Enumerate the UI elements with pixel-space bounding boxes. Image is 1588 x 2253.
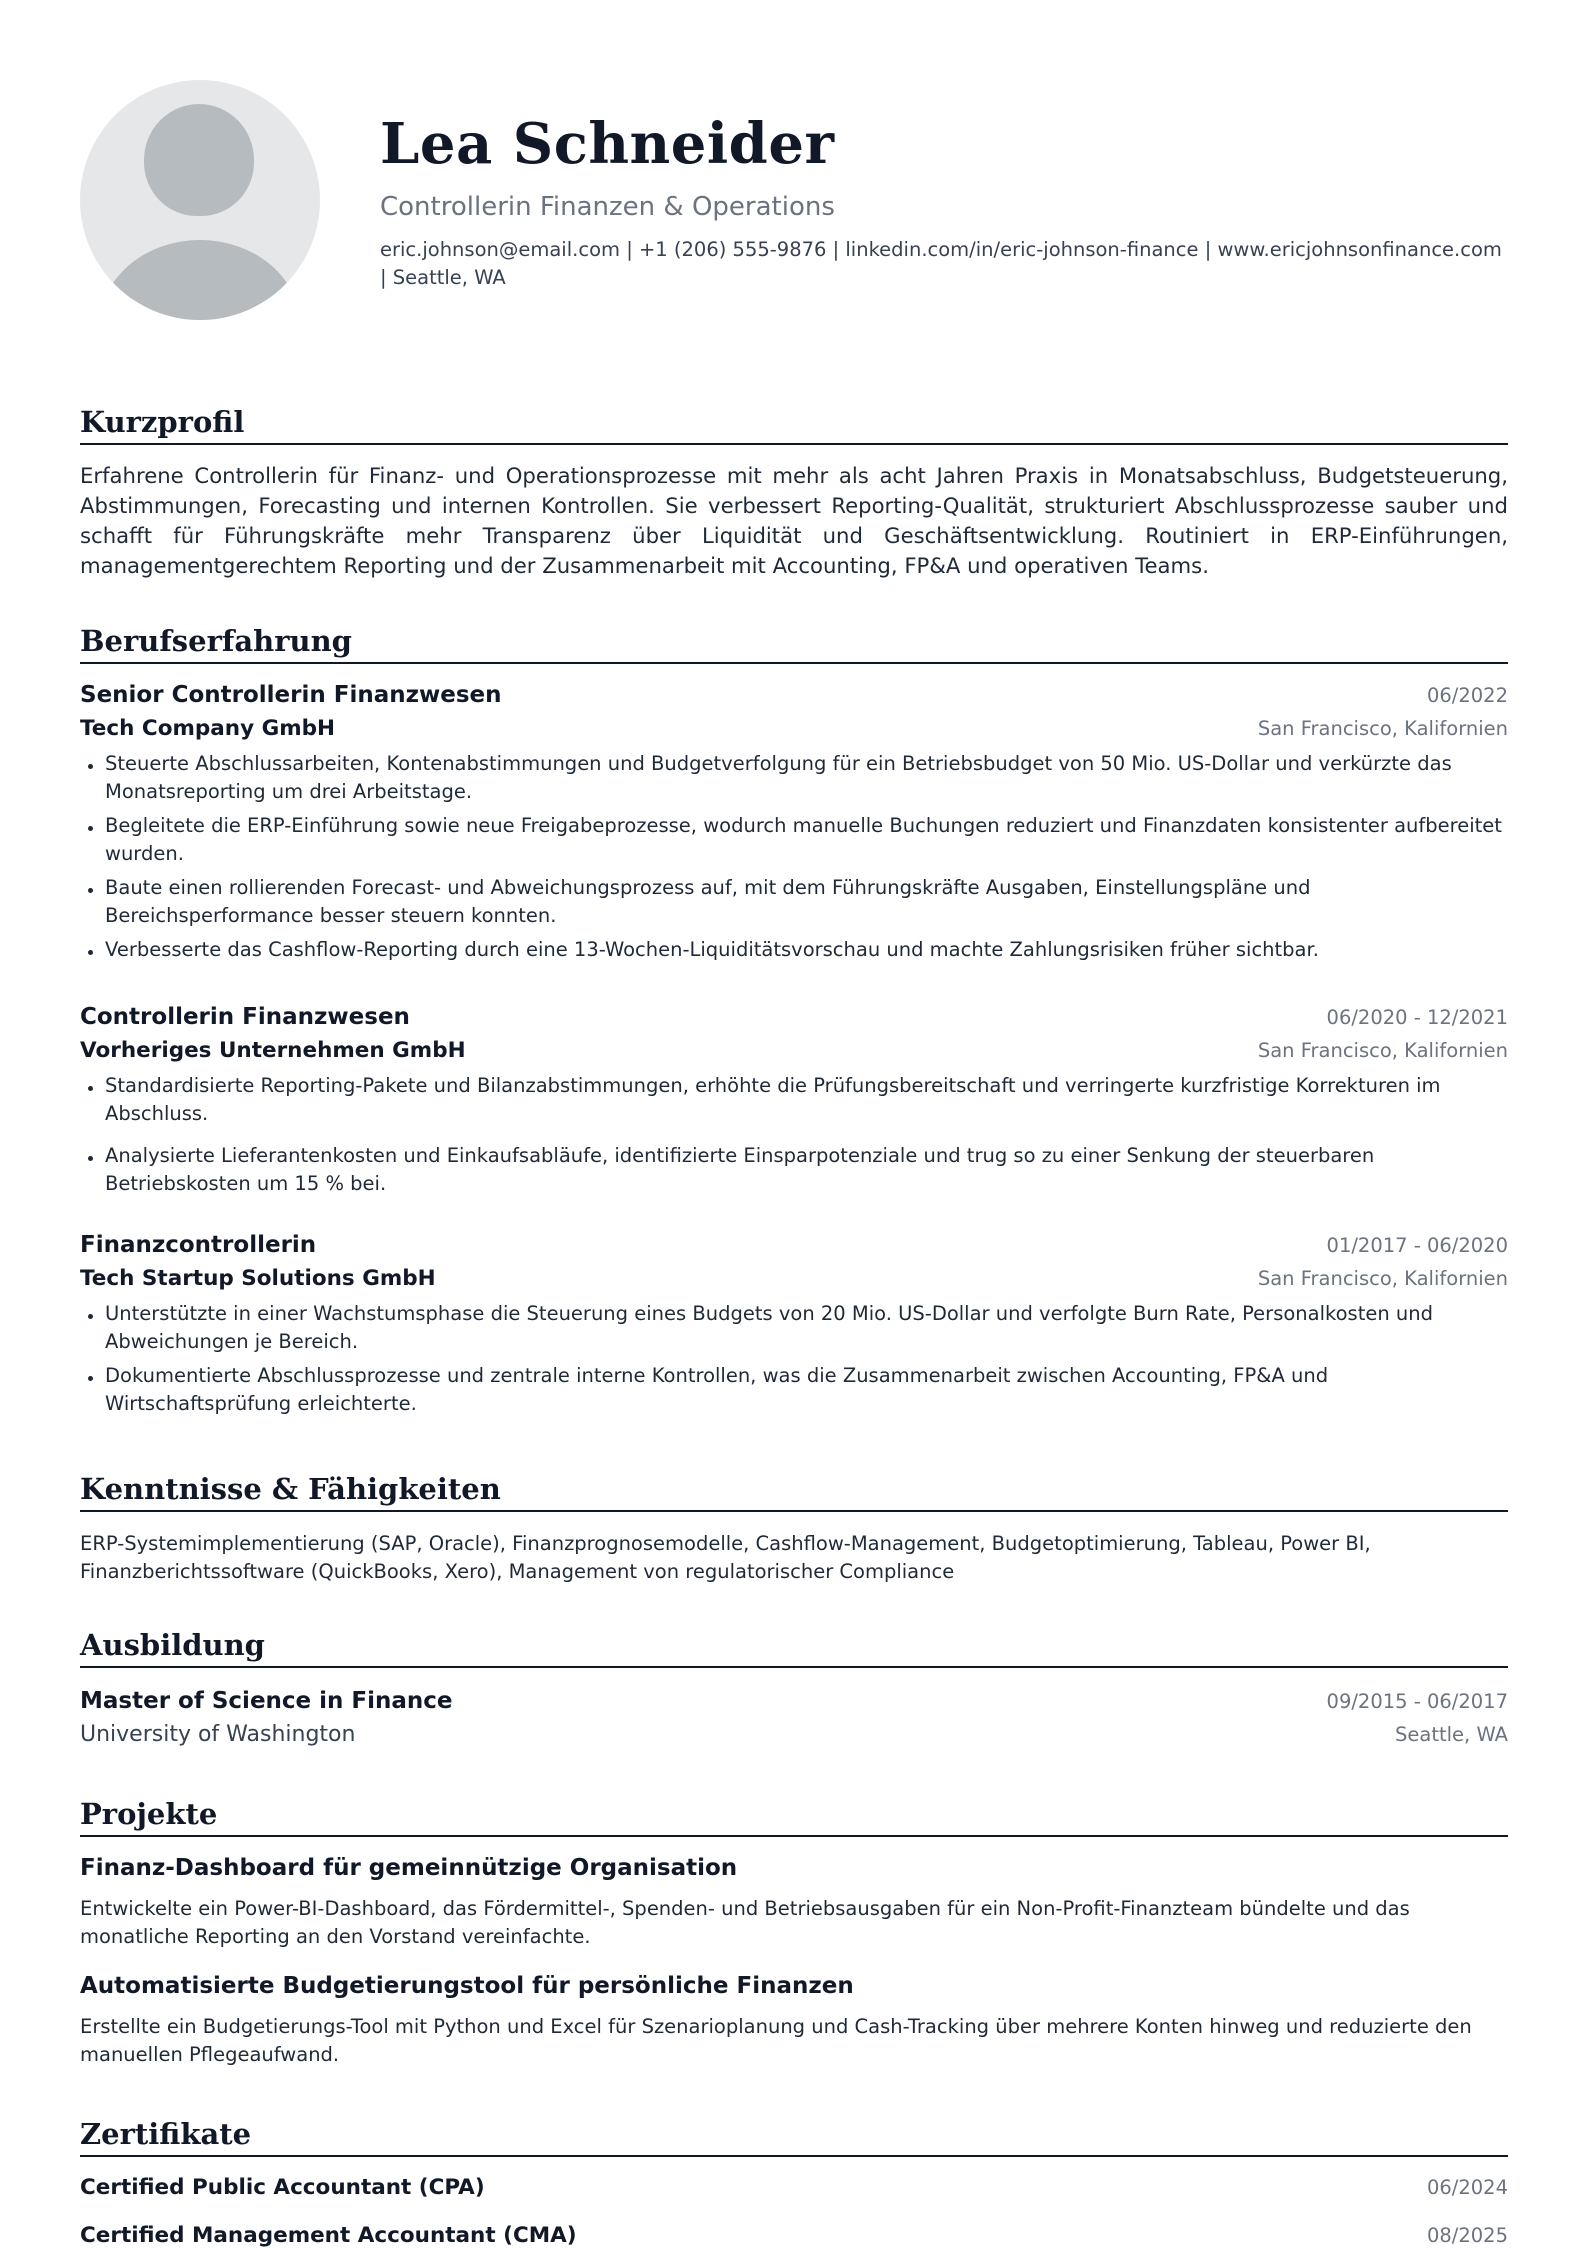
- section-title-skills: Kenntnisse & Fähigkeiten: [80, 1469, 1508, 1512]
- candidate-headline: Controllerin Finanzen & Operations: [380, 192, 835, 222]
- project-entry: [80, 1969, 1508, 2069]
- section-title-experience: Berufserfahrung: [80, 621, 1508, 664]
- education-section: [80, 1625, 1508, 1752]
- job-location: San Francisco, Kalifornien: [1257, 1267, 1508, 1290]
- job-entry: [80, 1000, 1508, 1198]
- project-entry: [80, 1851, 1508, 1951]
- project-title: Automatisierte Budgetierungstool für persönliche Finanzen: [80, 1973, 854, 1999]
- avatar-body-icon: [100, 240, 300, 320]
- job-bullet: Begleitete die ERP-Einführung sowie neue Freigabeprozesse, wodurch manuelle Buchungen reduziert und Finanzdaten konsistenter aufbereitet wurden.: [80, 812, 1508, 868]
- project-description: Erstellte ein Budgetierungs-Tool mit Python und Excel für Szenarioplanung und Cash-Tracking über mehrere Konten hinweg und reduzierte den manuellen Pflegeaufwand.: [80, 2015, 1472, 2066]
- job-bullets: [80, 1300, 1508, 1418]
- contact-line: eric.johnson@email.com | +1 (206) 555-9876 | linkedin.com/in/eric-johnson-finance | www.ericjohnsonfinance.com | Seattle, WA: [380, 238, 1502, 289]
- job-title: Finanzcontrollerin: [80, 1232, 317, 1258]
- section-title-certificates: Zertifikate: [80, 2114, 1508, 2157]
- education-date: 09/2015 - 06/2017: [1326, 1690, 1508, 1713]
- job-bullet: Dokumentierte Abschlussprozesse und zentrale interne Kontrollen, was die Zusammenarbeit zwischen Accounting, FP&A und Wirtschaftsprüfung erleichterte.: [80, 1362, 1508, 1418]
- projects-section: [80, 1794, 1508, 2069]
- resume-page: [80, 0, 1508, 2248]
- education-school: University of Washington: [80, 1722, 356, 1747]
- summary-section: [80, 402, 1508, 581]
- certificate-date: 08/2025: [1426, 2224, 1508, 2247]
- education-degree: Master of Science in Finance: [80, 1688, 453, 1714]
- job-bullets: [80, 750, 1508, 964]
- job-bullets: [80, 1072, 1508, 1198]
- job-bullet: Analysierte Lieferantenkosten und Einkaufsabläufe, identifizierte Einsparpotenziale und trug so zu einer Senkung der steuerbaren Betriebskosten um 15 % bei.: [80, 1142, 1508, 1198]
- certificate-name: Certified Management Accountant (CMA): [80, 2223, 577, 2248]
- certificate-name: Certified Public Accountant (CPA): [80, 2175, 485, 2200]
- job-bullet: Steuerte Abschlussarbeiten, Kontenabstimmungen und Budgetverfolgung für ein Betriebsbudget von 50 Mio. US-Dollar und verkürzte das Monatsreporting um drei Arbeitstage.: [80, 750, 1508, 806]
- summary-text: Erfahrene Controllerin für Finanz- und Operationsprozesse mit mehr als acht Jahren Praxis in Monatsabschluss, Budgetsteuerung, Abstimmungen, Forecasting und internen Kontrollen. Sie verbessert Reporting-Qualität, strukturiert Abschlussprozesse sauber und schafft für Führungskräfte mehr Transparenz über Liquidität und Geschäftsentwicklung. Routiniert in ERP-Einführungen, managementgerechtem Reporting und der Zusammenarbeit mit Accounting, FP&A und operativen Teams.: [80, 463, 1508, 578]
- resume-header: [80, 0, 1508, 330]
- job-entry: [80, 1228, 1508, 1418]
- job-company: Vorheriges Unternehmen GmbH: [80, 1038, 466, 1063]
- job-title: Controllerin Finanzwesen: [80, 1004, 410, 1030]
- certificate-entry: [80, 2171, 1508, 2205]
- job-location: San Francisco, Kalifornien: [1257, 717, 1508, 740]
- education-location: Seattle, WA: [1395, 1723, 1508, 1746]
- section-title-projects: Projekte: [80, 1794, 1508, 1837]
- job-title: Senior Controllerin Finanzwesen: [80, 682, 502, 708]
- avatar: [80, 80, 320, 320]
- header-text: [380, 106, 1508, 292]
- job-bullet: Verbesserte das Cashflow-Reporting durch eine 13-Wochen-Liquiditätsvorschau und machte Zahlungsrisiken früher sichtbar.: [80, 936, 1508, 964]
- certificate-entry: [80, 2219, 1508, 2253]
- job-company: Tech Company GmbH: [80, 716, 336, 741]
- job-bullet: Unterstützte in einer Wachstumsphase die Steuerung eines Budgets von 20 Mio. US-Dollar und verfolgte Burn Rate, Personalkosten und Abweichungen je Bereich.: [80, 1300, 1508, 1356]
- job-entry: [80, 678, 1508, 964]
- section-title-education: Ausbildung: [80, 1625, 1508, 1668]
- job-date: 06/2022: [1426, 684, 1508, 707]
- job-date: 01/2017 - 06/2020: [1326, 1234, 1508, 1257]
- job-company: Tech Startup Solutions GmbH: [80, 1266, 436, 1291]
- project-title: Finanz-Dashboard für gemeinnützige Organisation: [80, 1855, 738, 1881]
- job-bullet: Standardisierte Reporting-Pakete und Bilanzabstimmungen, erhöhte die Prüfungsbereitschaft und verringerte kurzfristige Korrekturen im Abschluss.: [80, 1072, 1508, 1128]
- project-description: Entwickelte ein Power-BI-Dashboard, das Fördermittel-, Spenden- und Betriebsausgaben für ein Non-Profit-Finanzteam bündelte und das monatliche Reporting an den Vorstand vereinfachte.: [80, 1897, 1410, 1948]
- avatar-head-icon: [144, 104, 254, 216]
- section-title-summary: Kurzprofil: [80, 402, 1508, 445]
- skills-section: [80, 1469, 1508, 1586]
- job-date: 06/2020 - 12/2021: [1326, 1006, 1508, 1029]
- skills-text: ERP-Systemimplementierung (SAP, Oracle), Finanzprognosemodelle, Cashflow-Management, Budgetoptimierung, Tableau, Power BI, Finanzberichtssoftware (QuickBooks, Xero), Management von regulatorischer Compliance: [80, 1532, 1371, 1583]
- candidate-name: Lea Schneider: [380, 111, 835, 177]
- experience-section: [80, 621, 1508, 1424]
- job-bullet: Baute einen rollierenden Forecast- und Abweichungsprozess auf, mit dem Führungskräfte Ausgaben, Einstellungspläne und Bereichsperformance besser steuern konnten.: [80, 874, 1508, 930]
- job-location: San Francisco, Kalifornien: [1257, 1039, 1508, 1062]
- certificate-date: 06/2024: [1426, 2176, 1508, 2199]
- certificates-section: [80, 2114, 1508, 2253]
